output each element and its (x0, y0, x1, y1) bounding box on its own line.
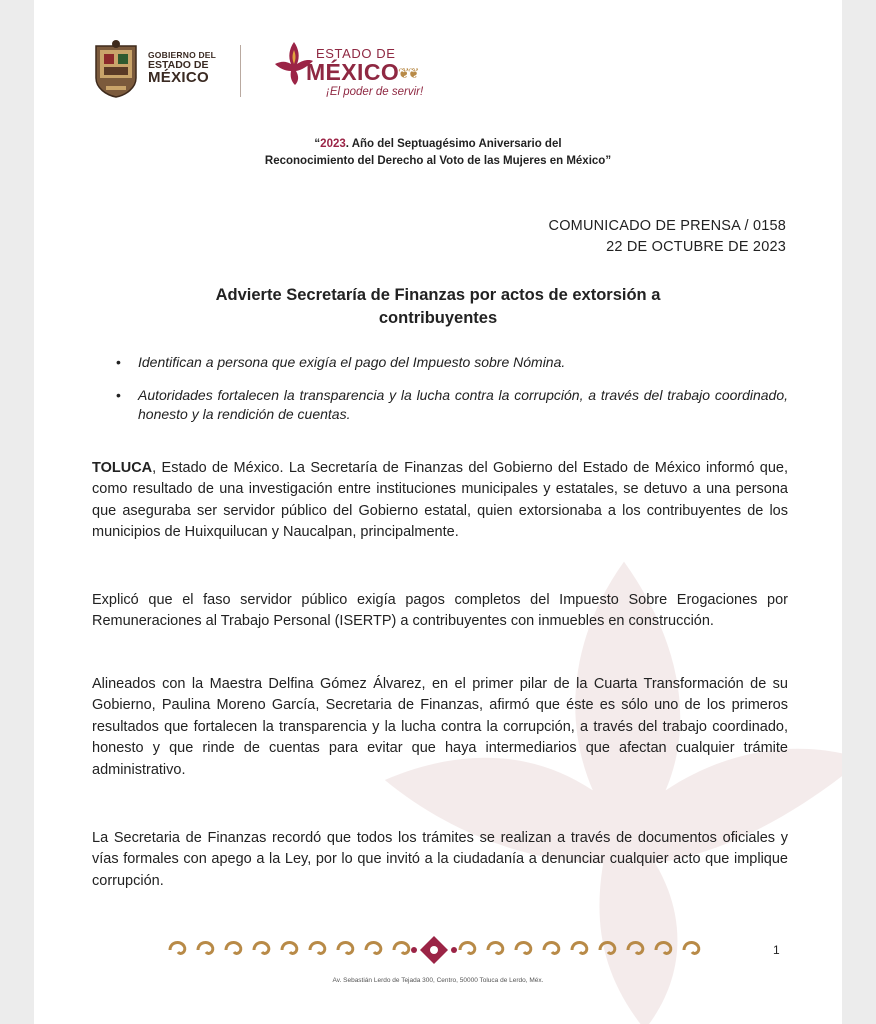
estado-line1: ESTADO DE (316, 46, 396, 61)
communique-number: COMUNICADO DE PRENSA / 0158 (548, 218, 786, 234)
slogan: ¡El poder de servir! (326, 86, 424, 98)
footer-address: Av. Sebastián Lerdo de Tejada 300, Centro, 50000 Toluca de Lerdo, Méx. (332, 977, 544, 984)
summary-bullets (112, 353, 788, 425)
communique-header (549, 216, 786, 258)
paragraph-2: Explicó que el faso servidor público exigía pagos completos del Impuesto Sobre Erogaciones por Remuneraciones al Trabajo Personal (ISERTP) a contribuyentes con inmuebles en construcción. (92, 592, 788, 630)
paragraph-1-text: , Estado de México. La Secretaría de Finanzas del Gobierno del Estado de México informó que, como resultado de una investigación entre instituciones municipales y estatales, se detuvo a una persona que aseguraba ser servidor público del Gobierno estatal, quien extorsionaba a los contribuyentes de los municipios de Huixquilucan y Naucalpan, principalmente. (92, 460, 788, 541)
title-line2: contribuyentes (378, 309, 498, 328)
bullet-item: • Identifican a persona que exigía el pago del Impuesto sobre Nómina. (112, 353, 788, 373)
paragraph-4: La Secretaria de Finanzas recordó que todos los trámites se realizan a través de documentos oficiales y vías formales con apego a la Ley, por lo que invitó a la ciudadanía a denunciar cualquier acto que implique corrupción. (92, 830, 788, 889)
estado-line2: MÉXICO (306, 59, 400, 85)
year-highlight: 2023 (320, 138, 346, 150)
year-banner (34, 136, 842, 171)
page-number: 1 (773, 943, 780, 957)
dateline-city: TOLUCA (92, 460, 153, 476)
logo-divider (240, 45, 241, 97)
footer-ornament-band (164, 934, 704, 966)
paragraph-3: Alineados con la Maestra Delfina Gómez Álvarez, en el primer pilar de la Cuarta Transformación de su Gobierno, Paulina Moreno García, Secretaria de Finanzas, afirmó que éste es sólo uno de los primeros resultados que fortalecen la transparencia y la lucha contra la corrupción, a través del trabajo coordinado, honesto y que rinde de cuentas para evitar que haya intermediarios que afectan cualquier trámite administrativo. (92, 676, 788, 778)
swirl-ornament-icon: ❦❦ (398, 65, 418, 81)
document-page (34, 0, 842, 1024)
year-banner-line2: Reconocimiento del Derecho al Voto de las Mujeres en México” (264, 155, 612, 168)
paragraph-1 (92, 458, 788, 544)
communique-date: 22 DE OCTUBRE DE 2023 (606, 238, 786, 255)
title-line1: Advierte Secretaría de Finanzas por actos de extorsión a (215, 286, 661, 304)
year-banner-line1: “2023. Año del Septuagésimo Aniversario del (314, 138, 562, 150)
estado-wordmark (306, 46, 424, 98)
bullet-item: • Autoridades fortalecen la transparencia y la lucha contra la corrupción, a través del trabajo coordinado, honesto y la rendición de cuentas. (112, 386, 788, 425)
gobierno-line1: GOBIERNO DEL (148, 50, 217, 60)
gobierno-wordmark (148, 51, 216, 86)
press-release-title (134, 284, 742, 330)
state-coat-of-arms-icon (92, 40, 140, 98)
gobierno-line2: ESTADO DE (148, 58, 209, 71)
gobierno-line3: MÉXICO (148, 69, 209, 87)
